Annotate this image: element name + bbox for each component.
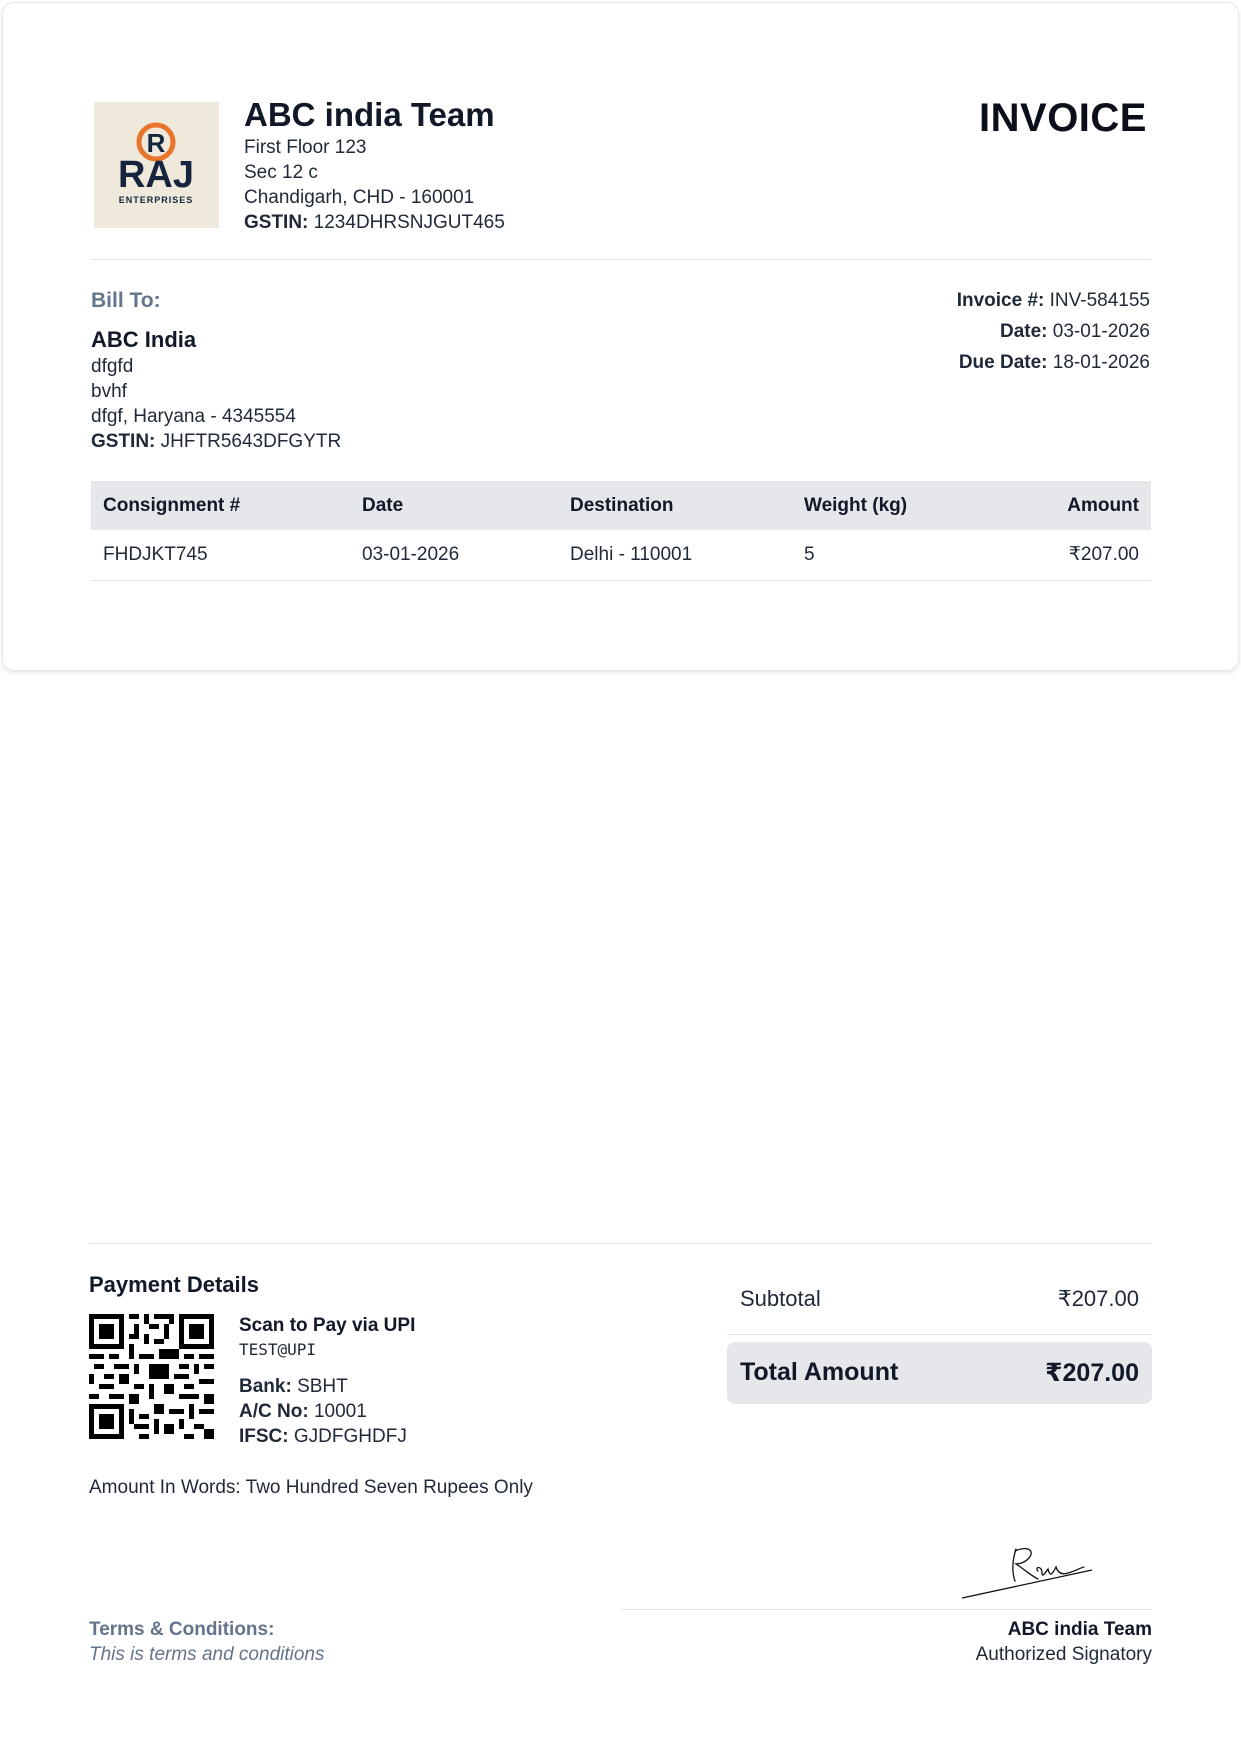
cell-destination: Delhi - 110001 [558, 530, 792, 580]
payment-details-title: Payment Details [89, 1272, 259, 1297]
scan-to-pay-label: Scan to Pay via UPI [239, 1315, 416, 1336]
signature-divider [622, 1609, 1152, 1610]
header-divider [91, 259, 1151, 260]
bank-value: SBHT [297, 1376, 348, 1397]
bank-name [239, 1374, 415, 1399]
company-info [244, 95, 744, 235]
items-table [91, 481, 1151, 581]
invoice-number [957, 285, 1150, 316]
svg-text:R: R [146, 128, 166, 158]
ifsc-code [239, 1424, 415, 1449]
account-value: 10001 [313, 1401, 367, 1422]
company-name: ABC india Team [244, 96, 495, 133]
subtotal-value: ₹207.00 [1057, 1286, 1139, 1311]
signatory-role: Authorized Signatory [975, 1644, 1152, 1665]
terms-text: This is terms and conditions [89, 1644, 325, 1665]
bill-to-name: ABC India [91, 327, 197, 352]
total-row [727, 1342, 1152, 1404]
bill-to-gstin-value: JHFTR5643DFGYTR [160, 431, 342, 452]
bill-to-address-line3: dfgf, Haryana - 4345554 [91, 406, 296, 427]
invoice-meta [957, 285, 1150, 378]
column-header-destination: Destination [558, 481, 792, 530]
company-gstin-label: GSTIN: [244, 212, 309, 233]
invoice-number-label: Invoice #: [956, 290, 1045, 311]
bank-label: Bank: [239, 1376, 292, 1397]
items-table-header-row [91, 481, 1151, 530]
invoice-date [957, 316, 1150, 347]
bill-to-section [91, 288, 611, 454]
cell-consignment: FHDJKT745 [91, 530, 350, 580]
subtotal-row [727, 1280, 1152, 1335]
bill-to-address-line1: dfgfd [91, 356, 134, 377]
column-header-amount: Amount [1012, 481, 1151, 530]
qr-code-icon [89, 1314, 214, 1439]
invoice-number-value: INV-584155 [1049, 290, 1150, 311]
signatory-name: ABC india Team [1007, 1619, 1152, 1640]
invoice-due-value: 18-01-2026 [1052, 352, 1150, 373]
cell-weight: 5 [792, 530, 1012, 580]
table-row [91, 530, 1151, 580]
total-label: Total Amount [740, 1358, 899, 1386]
company-address-line3: Chandigarh, CHD - 160001 [244, 187, 475, 208]
footer-divider [89, 1243, 1152, 1244]
terms-label: Terms & Conditions: [89, 1619, 275, 1640]
column-header-date: Date [350, 481, 558, 530]
payment-info [239, 1313, 415, 1449]
upi-id: TEST@UPI [239, 1340, 317, 1359]
amount-in-words: Amount In Words: Two Hundred Seven Rupees Only [89, 1477, 533, 1498]
invoice-date-value: 03-01-2026 [1052, 321, 1150, 342]
column-header-weight: Weight (kg) [792, 481, 1012, 530]
invoice-due-date [957, 347, 1150, 378]
cell-date: 03-01-2026 [350, 530, 558, 580]
signature-image [958, 1537, 1098, 1602]
ifsc-label: IFSC: [239, 1426, 289, 1447]
company-gstin [244, 210, 744, 235]
company-gstin-value: 1234DHRSNJGUT465 [313, 212, 505, 233]
column-header-consignment: Consignment # [91, 481, 350, 530]
bill-to-address-line2: bvhf [91, 381, 127, 402]
svg-text:ENTERPRISES: ENTERPRISES [118, 195, 194, 205]
bill-to-gstin-label: GSTIN: [91, 431, 156, 452]
authorized-signatory [976, 1617, 1152, 1667]
company-address-line2: Sec 12 c [244, 162, 318, 183]
account-number [239, 1399, 415, 1424]
account-label: A/C No: [239, 1401, 309, 1422]
invoice-date-label: Date: [1000, 321, 1048, 342]
bill-to-label: Bill To: [91, 289, 161, 312]
total-value: ₹207.00 [1045, 1359, 1139, 1387]
cell-amount: ₹207.00 [1012, 530, 1151, 580]
terms-section [89, 1617, 325, 1667]
bill-to-gstin [91, 429, 611, 454]
document-title: INVOICE [979, 96, 1147, 140]
company-logo [94, 102, 219, 228]
company-address-line1: First Floor 123 [244, 137, 367, 158]
svg-text:RAJ: RAJ [117, 154, 195, 196]
subtotal-label: Subtotal [740, 1286, 821, 1311]
invoice-due-label: Due Date: [958, 352, 1048, 373]
ifsc-value: GJDFGHDFJ [293, 1426, 407, 1447]
